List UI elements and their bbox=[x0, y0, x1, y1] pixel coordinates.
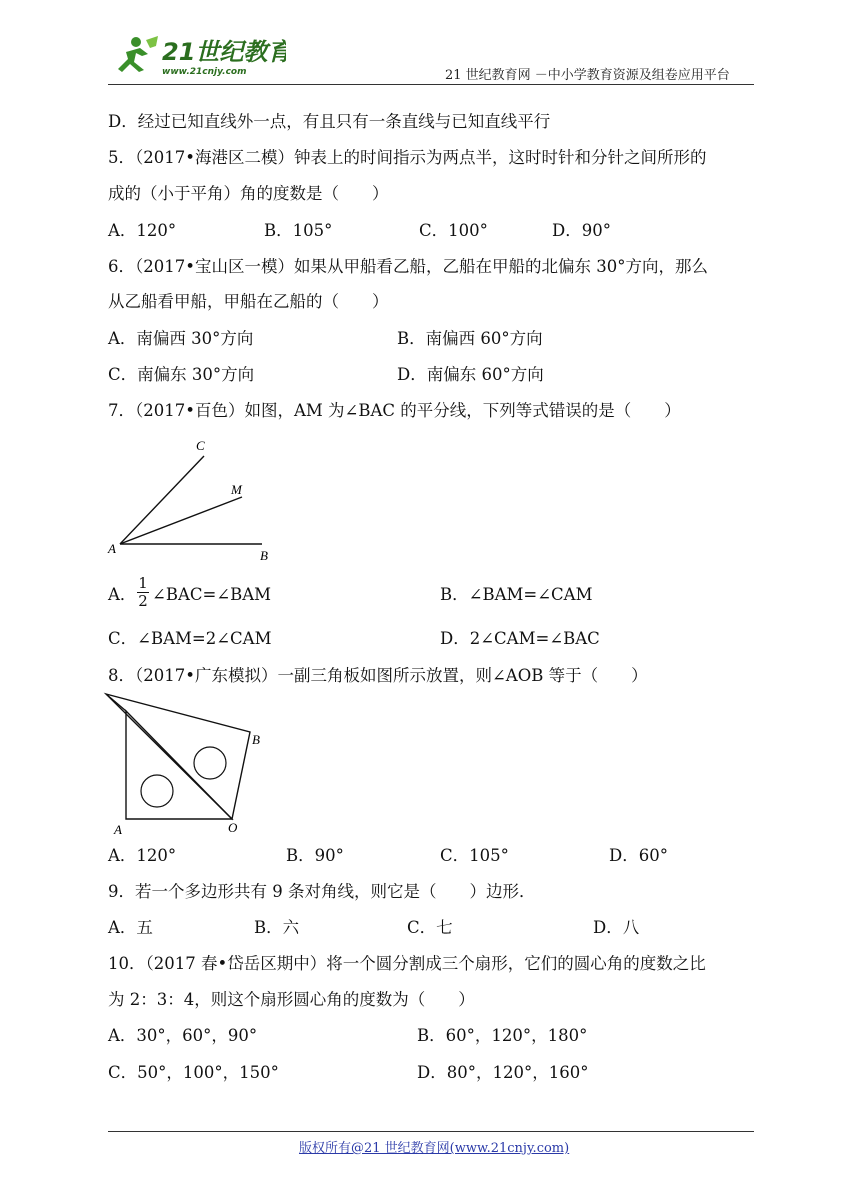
q9-option-a: A．五 bbox=[108, 918, 153, 937]
q10-option-a: A．30°，60°，90° bbox=[108, 1026, 258, 1045]
question-6-line-1: 6．（2017•宝山区一模）如果从甲船看乙船，乙船在甲船的北偏东 30°方向，那么 bbox=[108, 257, 708, 276]
q5-option-c: C．100° bbox=[419, 221, 488, 240]
label-m: M bbox=[231, 482, 242, 497]
q7-option-a-prefix: A． bbox=[108, 585, 137, 604]
header-site-description: 21 世纪教育网 －中小学教育资源及组卷应用平台 bbox=[445, 68, 730, 83]
label-c: C bbox=[196, 438, 205, 453]
figure-angle-bisector bbox=[100, 432, 280, 564]
q5-option-d: D．90° bbox=[552, 221, 611, 240]
circle-hole-right bbox=[194, 747, 226, 779]
question-10-line-2: 为 2：3：4，则这个扇形圆心角的度数为（ ） bbox=[108, 990, 475, 1009]
q8-option-d: D．60° bbox=[609, 846, 668, 865]
question-6-line-2: 从乙船看甲船，甲船在乙船的（ ） bbox=[108, 292, 389, 311]
label-b: B bbox=[260, 548, 268, 563]
ray-am bbox=[120, 497, 242, 544]
logo-text: 21世纪教育 bbox=[162, 38, 286, 66]
q8-option-c: C．105° bbox=[440, 846, 509, 865]
q5-option-a: A．120° bbox=[108, 221, 177, 240]
q9-option-c: C．七 bbox=[407, 918, 453, 937]
label-a: A bbox=[108, 541, 116, 556]
question-5-line-1: 5．（2017•海港区二模）钟表上的时间指示为两点半，这时时针和分针之间所形的 bbox=[108, 148, 707, 167]
label-a: A bbox=[114, 822, 122, 837]
footer-copyright-link[interactable]: 版权所有@21 世纪教育网(www.21cnjy.com) bbox=[299, 1141, 570, 1156]
q8-option-a: A．120° bbox=[108, 846, 177, 865]
q7-option-b: B．∠BAM=∠CAM bbox=[440, 585, 593, 604]
site-logo bbox=[106, 30, 286, 80]
q6-option-b: B．南偏西 60°方向 bbox=[397, 329, 543, 348]
q8-option-b: B．90° bbox=[286, 846, 344, 865]
question-10-line-1: 10．（2017 春•岱岳区期中）将一个圆分割成三个扇形，它们的圆心角的度数之比 bbox=[108, 954, 706, 973]
q7-option-c: C．∠BAM=2∠CAM bbox=[108, 629, 272, 648]
figure-set-squares bbox=[100, 690, 275, 838]
q6-option-a: A．南偏西 30°方向 bbox=[108, 329, 254, 348]
question-7: 7．（2017•百色）如图，AM 为∠BAC 的平分线，下列等式错误的是（ ） bbox=[108, 401, 681, 420]
fraction-numerator: 1 bbox=[138, 574, 148, 592]
label-o: O bbox=[228, 820, 238, 835]
q7-option-a-text: ∠BAC=∠BAM bbox=[152, 585, 272, 604]
fraction-one-half bbox=[137, 575, 149, 609]
logo-url: www.21cnjy.com bbox=[162, 67, 247, 77]
q10-option-d: D．80°，120°，160° bbox=[417, 1063, 589, 1082]
q9-option-b: B．六 bbox=[254, 918, 300, 937]
q6-option-d: D．南偏东 60°方向 bbox=[397, 365, 544, 384]
footer-divider bbox=[108, 1131, 754, 1132]
q5-option-b: B．105° bbox=[264, 221, 333, 240]
question-8: 8．（2017•广东模拟）一副三角板如图所示放置，则∠AOB 等于（ ） bbox=[108, 666, 648, 685]
question-9: 9．若一个多边形共有 9 条对角线，则它是（ ）边形． bbox=[108, 882, 536, 901]
q10-option-c: C．50°，100°，150° bbox=[108, 1063, 279, 1082]
question-5-line-2: 成的（小于平角）角的度数是（ ） bbox=[108, 184, 389, 203]
q10-option-b: B．60°，120°，180° bbox=[417, 1026, 588, 1045]
q6-option-c: C．南偏东 30°方向 bbox=[108, 365, 255, 384]
q9-option-d: D．八 bbox=[593, 918, 640, 937]
option-line-d: D．经过已知直线外一点，有且只有一条直线与已知直线平行 bbox=[108, 112, 551, 131]
fraction-bar bbox=[137, 592, 149, 593]
circle-hole-left bbox=[141, 775, 173, 807]
ray-ac bbox=[120, 456, 204, 544]
header-divider bbox=[108, 84, 754, 85]
fraction-denominator: 2 bbox=[138, 592, 148, 610]
q7-option-d: D．2∠CAM=∠BAC bbox=[440, 629, 600, 648]
label-b: B bbox=[252, 732, 260, 747]
